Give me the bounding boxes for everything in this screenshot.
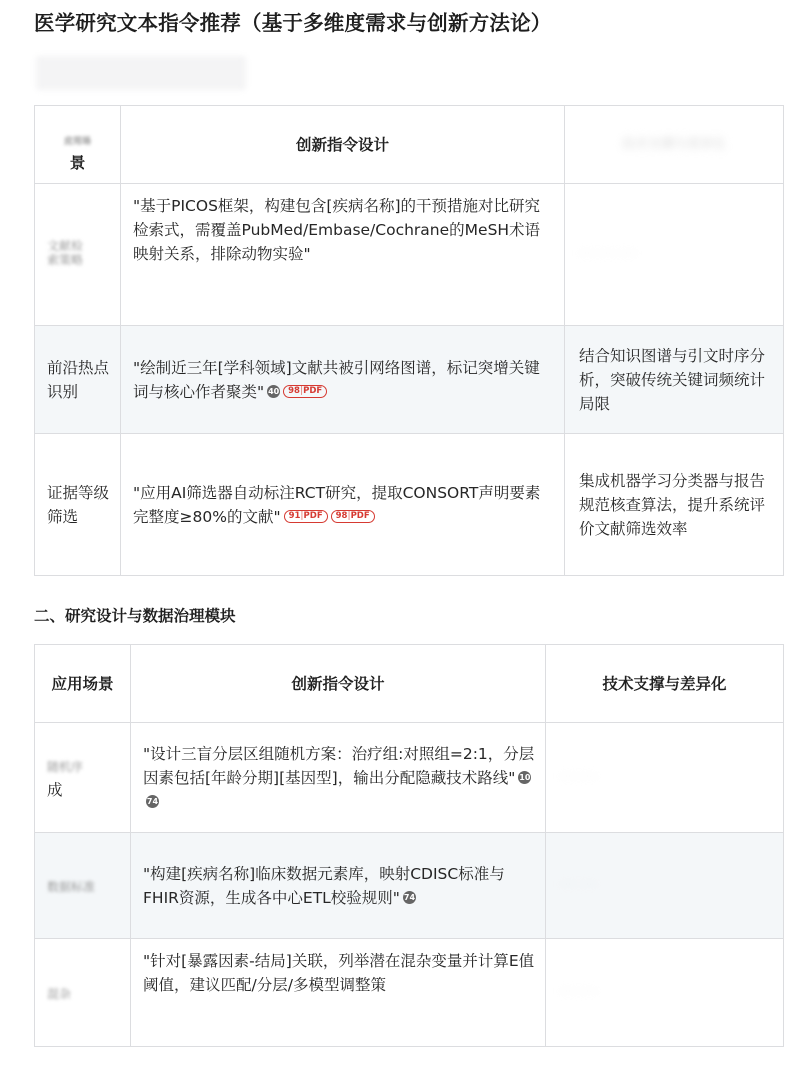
- table-row: [35, 326, 784, 434]
- cell-support: [546, 833, 784, 939]
- citation-badge[interactable]: 40: [268, 386, 280, 396]
- cell-support: [565, 184, 784, 326]
- table-header-row: [35, 106, 784, 184]
- cell-scene: [35, 434, 121, 576]
- design-text: "针对[暴露因素-结局]关联，列举潜在混杂变量并计算E值阈值，建议匹配/分层/多模型调整策: [143, 952, 535, 994]
- cell-scene: [35, 723, 131, 833]
- cell-support: [546, 939, 784, 1047]
- cell-scene: [35, 326, 121, 434]
- table-row: [35, 833, 784, 939]
- table-row: [35, 939, 784, 1047]
- cell-design: [131, 939, 546, 1047]
- page-title: 医学研究文本指令推荐（基于多维度需求与创新方法论）: [34, 11, 552, 35]
- support-blurred-text: ···· ···· ····: [579, 246, 637, 262]
- pdf-citation-badge[interactable]: 98|PDF: [283, 385, 327, 398]
- table-study-design: [34, 644, 784, 1047]
- cell-scene: [35, 939, 131, 1047]
- pdf-citation-badge[interactable]: 98|PDF: [331, 510, 375, 523]
- table-row: [35, 184, 784, 326]
- citation-badge[interactable]: 74: [146, 796, 159, 806]
- support-blurred-text: ···· ····: [560, 877, 598, 893]
- cell-support: [565, 326, 784, 434]
- header-scene: [35, 106, 121, 184]
- cell-design: [121, 434, 565, 576]
- citation-badge[interactable]: 74: [403, 892, 416, 902]
- cell-scene: [35, 833, 131, 939]
- header-scene-text: 应用场景: [51, 674, 114, 693]
- support-text: 结合知识图谱与引文时序分析，突破传统关键词频统计局限: [579, 346, 766, 413]
- scene-text: 证据等级筛选: [47, 483, 110, 526]
- header-design: 创新指令设计: [131, 645, 546, 723]
- design-text: "构建[疾病名称]临床数据元素库，映射CDISC标准与FHIR资源，生成各中心ETL校验规则": [143, 864, 505, 907]
- header-scene-partial: 景: [69, 154, 86, 172]
- scene-blurred-text: 混杂: [47, 986, 72, 1001]
- cell-design: [121, 184, 565, 326]
- header-support-blurred: 技术支撑与差异化: [621, 136, 726, 152]
- cell-design: [121, 326, 565, 434]
- scene-text: 前沿热点识别: [47, 358, 110, 401]
- cell-scene: [35, 184, 121, 326]
- header-scene-blurred: 应用场: [63, 137, 91, 147]
- design-text: "设计三盲分层区组随机方案：治疗组:对照组=2:1，分层因素包括[年龄分期][基因型]，输出分配隐藏技术路线": [143, 744, 535, 787]
- header-design: 创新指令设计: [121, 106, 565, 184]
- support-text: 集成机器学习分类器与报告规范核查算法，提升系统评价文献筛选效率: [579, 471, 766, 538]
- citation-badge[interactable]: 10: [519, 772, 531, 782]
- scene-tail-text: 成: [47, 780, 63, 799]
- table-literature: [34, 105, 784, 576]
- header-scene: [35, 645, 131, 723]
- design-text: "基于PICOS框架，构建包含[疾病名称]的干预措施对比研究检索式，需覆盖PubMed/Embase/Cochrane的MeSH术语映射关系，排除动物实验": [133, 197, 541, 263]
- scene-blurred-text: 文献检索策略: [47, 238, 84, 267]
- pdf-citation-badge[interactable]: 91|PDF: [284, 510, 328, 523]
- design-text: "应用AI筛选器自动标注RCT研究，提取CONSORT声明要素完整度≥80%的文献": [133, 483, 541, 526]
- cell-support: [565, 434, 784, 576]
- scene-blurred-text: 随机序: [47, 759, 84, 774]
- scene-blurred-text: 数据标准: [47, 879, 96, 894]
- cell-design: [131, 723, 546, 833]
- support-blurred-text: ···· ····: [560, 769, 598, 785]
- table-row: [35, 723, 784, 833]
- header-support: 技术支撑与差异化: [546, 645, 784, 723]
- blurred-intro: [36, 56, 246, 90]
- table-row: [35, 434, 784, 576]
- header-support: [565, 106, 784, 184]
- cell-design: [131, 833, 546, 939]
- cell-support: [546, 723, 784, 833]
- support-blurred-text: ···· ····: [560, 984, 598, 1000]
- section-heading: 二、研究设计与数据治理模块: [34, 607, 236, 625]
- design-text: "绘制近三年[学科领域]文献共被引网络图谱，标记突增关键词与核心作者聚类": [133, 358, 540, 401]
- table-header-row: [35, 645, 784, 723]
